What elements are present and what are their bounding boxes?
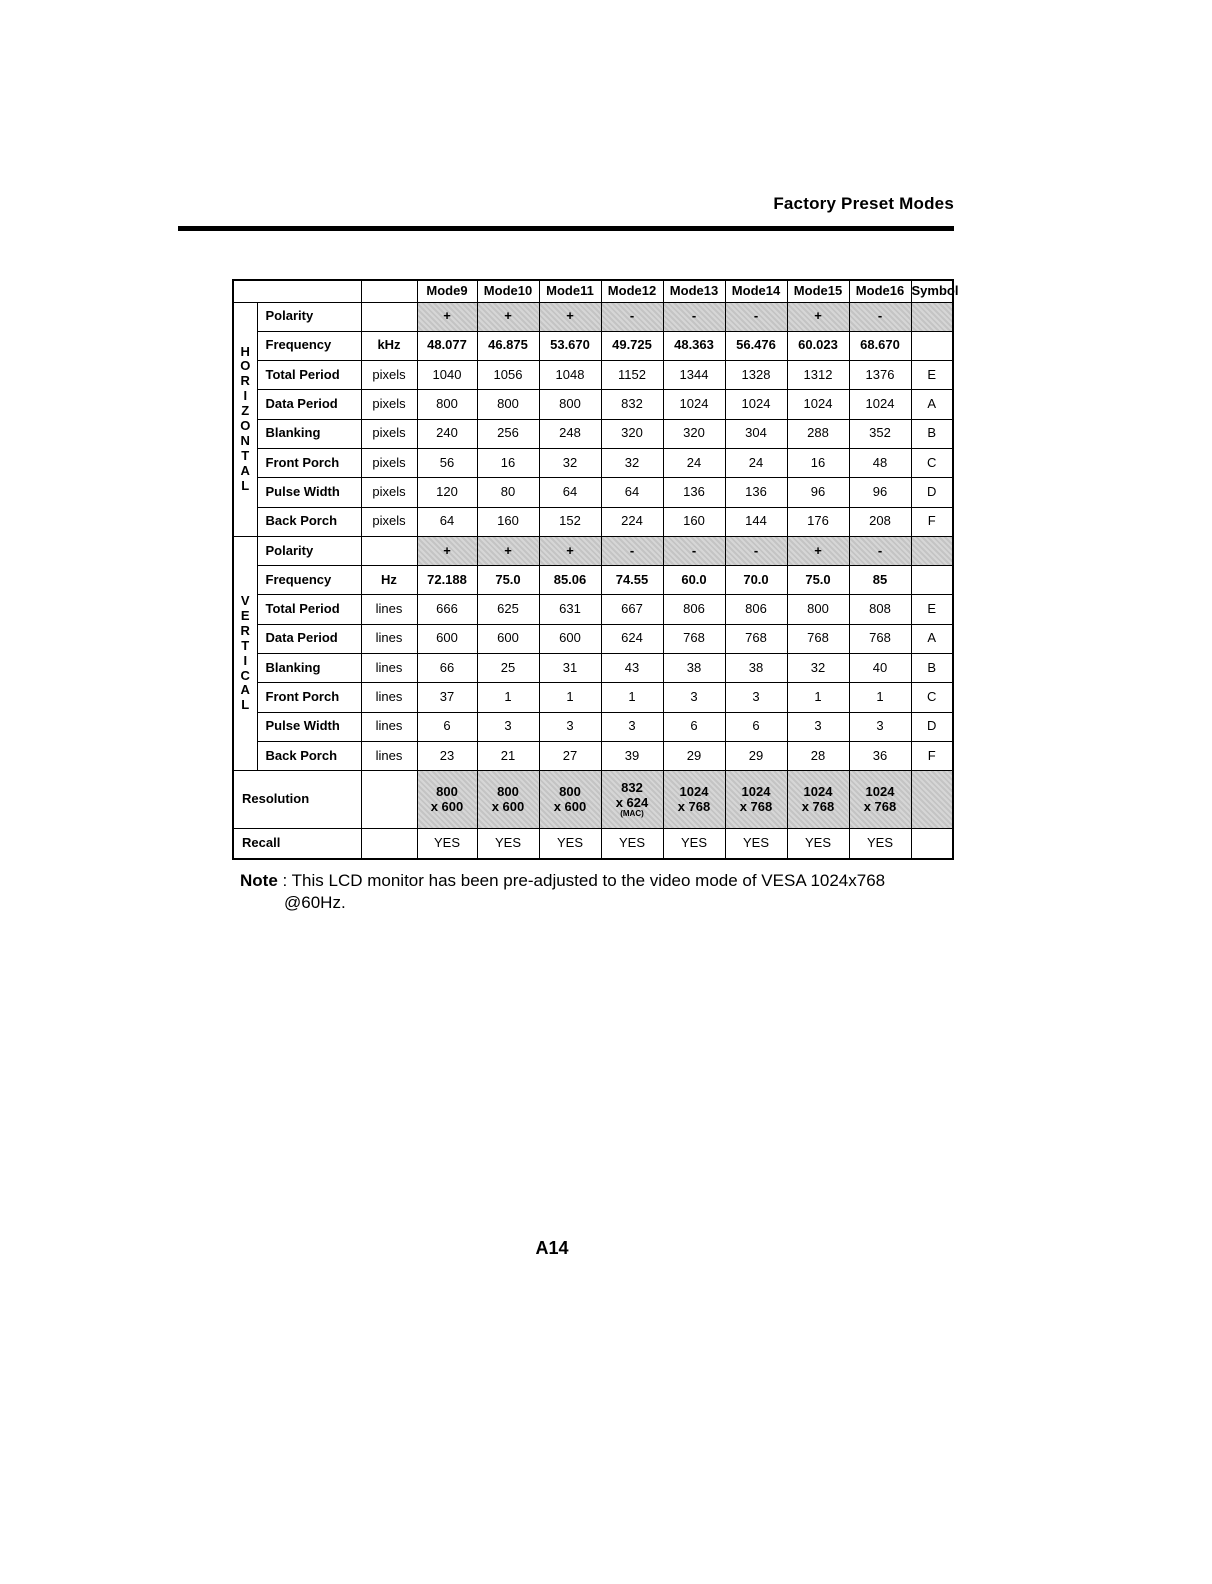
row-unit: lines — [361, 595, 417, 624]
header-rule — [178, 226, 954, 231]
value-cell: 3 — [539, 712, 601, 741]
horizontal-side-label-letter: T — [241, 448, 250, 464]
symbol-cell — [911, 536, 953, 565]
value-cell: + — [417, 536, 477, 565]
value-cell: 48.077 — [417, 331, 477, 360]
vertical_rows-row — [233, 712, 953, 741]
value-cell: 53.670 — [539, 331, 601, 360]
value-cell: 352 — [849, 419, 911, 448]
value-cell: + — [417, 302, 477, 331]
vertical-side-label-letter: E — [240, 607, 250, 623]
value-cell: 1048 — [539, 361, 601, 390]
note-label: Note — [240, 871, 278, 890]
row-unit: pixels — [361, 361, 417, 390]
value-cell: 1024 — [849, 390, 911, 419]
value-cell: - — [663, 302, 725, 331]
value-cell: - — [601, 302, 663, 331]
horizontal-side-label-letter: I — [243, 388, 248, 404]
symbol-cell — [911, 331, 953, 360]
value-cell: 68.670 — [849, 331, 911, 360]
resolution-cell — [417, 771, 477, 829]
row-unit: pixels — [361, 419, 417, 448]
value-cell: 768 — [725, 624, 787, 653]
value-cell: 1024 — [725, 390, 787, 419]
value-cell: - — [725, 302, 787, 331]
preset-modes-table — [232, 279, 959, 860]
value-cell: 85 — [849, 566, 911, 595]
row-unit: kHz — [361, 331, 417, 360]
resolution-symbol-cell — [911, 771, 953, 829]
value-cell: 48.363 — [663, 331, 725, 360]
resolution-width: 800 — [436, 783, 458, 799]
value-cell: 32 — [601, 448, 663, 477]
value-cell: 96 — [787, 478, 849, 507]
row-unit: pixels — [361, 478, 417, 507]
value-cell: + — [787, 302, 849, 331]
resolution-height: x 768 — [739, 798, 773, 814]
recall-row — [233, 829, 953, 859]
resolution-width: 1024 — [741, 783, 771, 799]
value-cell: 36 — [849, 741, 911, 770]
resolution-width: 800 — [497, 783, 519, 799]
row-label: Frequency — [257, 566, 361, 595]
value-cell: 31 — [539, 654, 601, 683]
note-line1: : This LCD monitor has been pre-adjusted to the video mode of VESA 1024x768 — [282, 871, 886, 890]
value-cell: 1328 — [725, 361, 787, 390]
row-label: Frequency — [257, 331, 361, 360]
value-cell: - — [601, 536, 663, 565]
value-cell: 160 — [663, 507, 725, 536]
value-cell: 38 — [725, 654, 787, 683]
row-label: Total Period — [257, 361, 361, 390]
resolution-cell — [725, 771, 787, 829]
vertical-side-label-letter: C — [240, 667, 250, 683]
value-cell: 64 — [417, 507, 477, 536]
value-cell: 1056 — [477, 361, 539, 390]
value-cell: 74.55 — [601, 566, 663, 595]
horizontal-side-label-letter: O — [240, 358, 251, 374]
value-cell: 37 — [417, 683, 477, 712]
horizontal_rows-row — [233, 478, 953, 507]
vertical_rows-row — [233, 536, 953, 565]
value-cell: 56 — [417, 448, 477, 477]
vertical_rows-row — [233, 595, 953, 624]
value-cell: 28 — [787, 741, 849, 770]
note-line2: @60Hz. — [284, 893, 346, 912]
resolution-height: x 768 — [801, 798, 835, 814]
value-cell: 29 — [663, 741, 725, 770]
value-cell: 46.875 — [477, 331, 539, 360]
value-cell: 39 — [601, 741, 663, 770]
recall-cell: YES — [601, 829, 663, 859]
row-unit: lines — [361, 683, 417, 712]
value-cell: 16 — [477, 448, 539, 477]
symbol-cell: D — [911, 712, 953, 741]
value-cell: 3 — [725, 683, 787, 712]
value-cell: - — [725, 536, 787, 565]
note — [240, 870, 940, 914]
row-label: Front Porch — [257, 683, 361, 712]
value-cell: 1312 — [787, 361, 849, 390]
table-header-row — [233, 280, 953, 302]
resolution-unit-blank — [361, 771, 417, 829]
column-header-mode: Mode13 — [663, 280, 725, 302]
value-cell: 1024 — [663, 390, 725, 419]
recall-cell: YES — [725, 829, 787, 859]
row-unit: lines — [361, 712, 417, 741]
row-unit: lines — [361, 741, 417, 770]
value-cell: + — [787, 536, 849, 565]
value-cell: - — [849, 536, 911, 565]
symbol-cell: B — [911, 419, 953, 448]
value-cell: 208 — [849, 507, 911, 536]
row-unit: lines — [361, 654, 417, 683]
column-header-mode: Mode15 — [787, 280, 849, 302]
value-cell: 1024 — [787, 390, 849, 419]
value-cell: 66 — [417, 654, 477, 683]
value-cell: 27 — [539, 741, 601, 770]
symbol-cell: C — [911, 683, 953, 712]
resolution-row — [233, 771, 953, 829]
resolution-height: x 624 — [615, 795, 649, 811]
column-header-mode: Mode16 — [849, 280, 911, 302]
value-cell: 75.0 — [787, 566, 849, 595]
value-cell: 1152 — [601, 361, 663, 390]
resolution-width: 832 — [621, 780, 643, 796]
value-cell: 832 — [601, 390, 663, 419]
value-cell: 24 — [663, 448, 725, 477]
value-cell: 1 — [787, 683, 849, 712]
horizontal_rows-row — [233, 507, 953, 536]
vertical_rows-row — [233, 741, 953, 770]
column-header-symbol: Symbol — [911, 280, 953, 302]
value-cell: 49.725 — [601, 331, 663, 360]
symbol-cell: F — [911, 741, 953, 770]
symbol-cell — [911, 566, 953, 595]
symbol-cell: E — [911, 595, 953, 624]
value-cell: 136 — [725, 478, 787, 507]
row-unit — [361, 536, 417, 565]
symbol-cell: C — [911, 448, 953, 477]
recall-cell: YES — [477, 829, 539, 859]
value-cell: 288 — [787, 419, 849, 448]
value-cell: 256 — [477, 419, 539, 448]
resolution-cell — [787, 771, 849, 829]
value-cell: 800 — [787, 595, 849, 624]
symbol-cell: B — [911, 654, 953, 683]
value-cell: 3 — [849, 712, 911, 741]
symbol-cell: E — [911, 361, 953, 390]
recall-symbol-cell — [911, 829, 953, 859]
value-cell: 6 — [663, 712, 725, 741]
resolution-width: 1024 — [865, 783, 895, 799]
recall-unit-blank — [361, 829, 417, 859]
resolution-height: x 600 — [553, 798, 587, 814]
value-cell: 1040 — [417, 361, 477, 390]
row-label: Blanking — [257, 419, 361, 448]
value-cell: 25 — [477, 654, 539, 683]
value-cell: 160 — [477, 507, 539, 536]
row-label: Polarity — [257, 536, 361, 565]
value-cell: 768 — [787, 624, 849, 653]
horizontal-side-label-letter: R — [240, 373, 250, 389]
value-cell: 1 — [477, 683, 539, 712]
value-cell: 60.0 — [663, 566, 725, 595]
value-cell: + — [477, 536, 539, 565]
horizontal-side-label — [233, 302, 257, 536]
value-cell: 6 — [725, 712, 787, 741]
row-unit: lines — [361, 624, 417, 653]
row-label: Back Porch — [257, 741, 361, 770]
value-cell: 768 — [663, 624, 725, 653]
value-cell: - — [663, 536, 725, 565]
value-cell: 75.0 — [477, 566, 539, 595]
value-cell: 48 — [849, 448, 911, 477]
vertical-side-label — [233, 536, 257, 770]
row-unit: Hz — [361, 566, 417, 595]
value-cell: 806 — [663, 595, 725, 624]
value-cell: 1 — [601, 683, 663, 712]
value-cell: 600 — [417, 624, 477, 653]
value-cell: 320 — [601, 419, 663, 448]
value-cell: 43 — [601, 654, 663, 683]
value-cell: 3 — [787, 712, 849, 741]
resolution-cell — [601, 771, 663, 829]
row-label: Pulse Width — [257, 478, 361, 507]
value-cell: 625 — [477, 595, 539, 624]
vertical_rows-row — [233, 683, 953, 712]
recall-cell: YES — [787, 829, 849, 859]
vertical_rows-row — [233, 624, 953, 653]
value-cell: 29 — [725, 741, 787, 770]
value-cell: 248 — [539, 419, 601, 448]
horizontal-side-label-letter: N — [240, 433, 250, 449]
resolution-label: Resolution — [233, 771, 361, 829]
resolution-width: 1024 — [803, 783, 833, 799]
horizontal-side-label-letter: Z — [241, 403, 250, 419]
symbol-cell: A — [911, 390, 953, 419]
horizontal-side-label-letter: A — [240, 463, 250, 478]
resolution-width: 800 — [559, 783, 581, 799]
value-cell: 1 — [849, 683, 911, 712]
value-cell: 800 — [477, 390, 539, 419]
value-cell: 60.023 — [787, 331, 849, 360]
value-cell: 72.188 — [417, 566, 477, 595]
resolution-height: x 600 — [491, 798, 525, 814]
value-cell: 304 — [725, 419, 787, 448]
vertical_rows-row — [233, 566, 953, 595]
value-cell: 667 — [601, 595, 663, 624]
resolution-height: x 768 — [677, 798, 711, 814]
row-label: Blanking — [257, 654, 361, 683]
horizontal-side-label-letter: O — [240, 418, 251, 434]
horizontal-side-label-letter: H — [240, 343, 250, 359]
value-cell: 120 — [417, 478, 477, 507]
value-cell: 800 — [539, 390, 601, 419]
value-cell: 21 — [477, 741, 539, 770]
horizontal-side-label-letter: L — [241, 477, 250, 493]
value-cell: 600 — [477, 624, 539, 653]
vertical-side-label-letter: V — [240, 592, 250, 608]
value-cell: 320 — [663, 419, 725, 448]
value-cell: 23 — [417, 741, 477, 770]
page-header-title: Factory Preset Modes — [773, 194, 954, 213]
recall-cell: YES — [417, 829, 477, 859]
horizontal_rows-row — [233, 390, 953, 419]
value-cell: 768 — [849, 624, 911, 653]
value-cell: + — [539, 536, 601, 565]
value-cell: 85.06 — [539, 566, 601, 595]
value-cell: 64 — [539, 478, 601, 507]
header-corner — [233, 280, 361, 302]
horizontal_rows-row — [233, 361, 953, 390]
value-cell: 96 — [849, 478, 911, 507]
row-label: Total Period — [257, 595, 361, 624]
value-cell: 808 — [849, 595, 911, 624]
value-cell: 144 — [725, 507, 787, 536]
value-cell: 806 — [725, 595, 787, 624]
value-cell: 70.0 — [725, 566, 787, 595]
vertical-side-label-letter: L — [241, 697, 250, 713]
resolution-cell — [539, 771, 601, 829]
resolution-extra: (MAC) — [620, 809, 644, 819]
symbol-cell: F — [911, 507, 953, 536]
value-cell: 1 — [539, 683, 601, 712]
value-cell: 32 — [539, 448, 601, 477]
vertical-side-label-letter: A — [240, 682, 250, 698]
row-label: Pulse Width — [257, 712, 361, 741]
symbol-cell: D — [911, 478, 953, 507]
symbol-cell: A — [911, 624, 953, 653]
resolution-height: x 768 — [863, 798, 897, 814]
value-cell: - — [849, 302, 911, 331]
value-cell: 666 — [417, 595, 477, 624]
value-cell: 32 — [787, 654, 849, 683]
value-cell: 624 — [601, 624, 663, 653]
recall-label: Recall — [233, 829, 361, 859]
resolution-width: 1024 — [679, 783, 709, 799]
value-cell: 16 — [787, 448, 849, 477]
vertical-side-label-letter: R — [240, 622, 250, 638]
value-cell: 631 — [539, 595, 601, 624]
row-label: Data Period — [257, 624, 361, 653]
vertical-side-label-letter: T — [241, 637, 250, 653]
value-cell: 80 — [477, 478, 539, 507]
resolution-height: x 600 — [430, 798, 464, 814]
resolution-cell — [477, 771, 539, 829]
row-label: Data Period — [257, 390, 361, 419]
row-label: Back Porch — [257, 507, 361, 536]
row-unit: pixels — [361, 507, 417, 536]
value-cell: 136 — [663, 478, 725, 507]
value-cell: 3 — [663, 683, 725, 712]
value-cell: 40 — [849, 654, 911, 683]
column-header-mode: Mode11 — [539, 280, 601, 302]
value-cell: 6 — [417, 712, 477, 741]
row-label: Polarity — [257, 302, 361, 331]
value-cell: 176 — [787, 507, 849, 536]
value-cell: 24 — [725, 448, 787, 477]
value-cell: 38 — [663, 654, 725, 683]
recall-cell: YES — [539, 829, 601, 859]
value-cell: 224 — [601, 507, 663, 536]
horizontal_rows-row — [233, 331, 953, 360]
column-header-mode: Mode10 — [477, 280, 539, 302]
horizontal_rows-row — [233, 448, 953, 477]
value-cell: 152 — [539, 507, 601, 536]
horizontal_rows-row — [233, 419, 953, 448]
value-cell: 3 — [477, 712, 539, 741]
column-header-mode: Mode9 — [417, 280, 477, 302]
value-cell: + — [539, 302, 601, 331]
page-number: A14 — [535, 1238, 569, 1258]
value-cell: 800 — [417, 390, 477, 419]
value-cell: + — [477, 302, 539, 331]
horizontal_rows-row — [233, 302, 953, 331]
row-label: Front Porch — [257, 448, 361, 477]
value-cell: 1344 — [663, 361, 725, 390]
row-unit: pixels — [361, 448, 417, 477]
value-cell: 3 — [601, 712, 663, 741]
value-cell: 600 — [539, 624, 601, 653]
vertical_rows-row — [233, 654, 953, 683]
row-unit: pixels — [361, 390, 417, 419]
header-unit-blank — [361, 280, 417, 302]
resolution-cell — [849, 771, 911, 829]
value-cell: 56.476 — [725, 331, 787, 360]
value-cell: 1376 — [849, 361, 911, 390]
recall-cell: YES — [849, 829, 911, 859]
symbol-cell — [911, 302, 953, 331]
value-cell: 64 — [601, 478, 663, 507]
row-unit — [361, 302, 417, 331]
recall-cell: YES — [663, 829, 725, 859]
column-header-mode: Mode12 — [601, 280, 663, 302]
column-header-mode: Mode14 — [725, 280, 787, 302]
resolution-cell — [663, 771, 725, 829]
value-cell: 240 — [417, 419, 477, 448]
vertical-side-label-letter: I — [243, 652, 248, 668]
